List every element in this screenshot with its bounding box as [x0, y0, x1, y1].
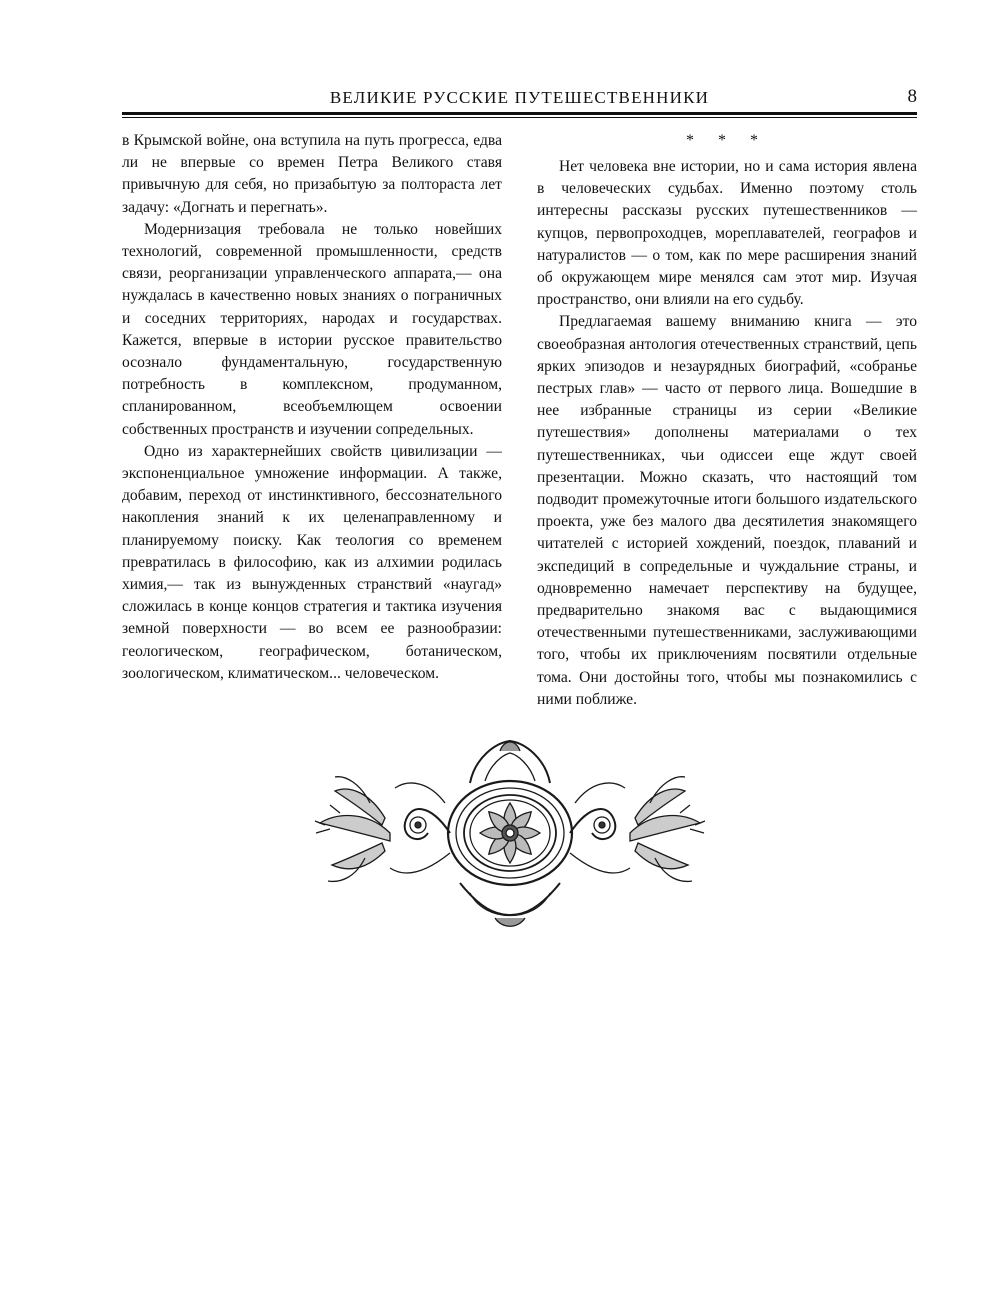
page-header [122, 84, 917, 114]
paragraph: Предлагаемая вашему вниманию книга — это своеобразная антология отечественных странствий, цепь ярких эпизодов и незаурядных биографий, «собранье пестрых глав» — часто от первого лица. Вошедшие в нее избранные страницы из серии «Великие путешествия» дополнены материалами о тех путешественниках, чьи одиссеи еще ждут своей презентации. Можно сказать, что настоящий том подводит промежуточные итоги большого издательского проекта, уже без малого два десятилетия знакомящего читателей с историей хождений, поездок, плаваний и экспедиций в сопредельные и чуждальние страны, и одновременно намечает перспективу на будущее, предварительно знакомя вас с выдающимися отечественными путешественниками, заслуживающими того, чтобы их приключениям посвятили отдельные тома. Они достойны того, чтобы мы познакомились с ними поближе. [537, 313, 917, 708]
paragraph: Нет человека вне истории, но и сама история явлена в человеческих судьбах. Именно поэтому столь интересны рассказы русских путешественников — купцов, первопроходцев, мореплавателей, географов и натуралистов — о том, как по мере расширения знаний об окружающем мире менялся сам этот мир. Изучая пространство, они влияли на его судьбу. [537, 158, 917, 309]
right-column [537, 130, 917, 711]
header-rule-thin [122, 117, 917, 118]
section-separator: * * * [686, 132, 768, 149]
rosette-acanthus-ornament-icon [310, 733, 710, 930]
paragraph: Модернизация требовала не только новейших технологий, современной промышленности, средств связи, реорганизации управленческого аппарата,— она нуждалась в качественно новых знаниях о пограничных и соседних территориях, народах и государствах. Кажется, впервые в истории русское правительство осознало фундаментальную, государственную потребность в комплексном, продуманном, спланированном, всеобъемлющем освоении собственных пространств и изучении сопредельных. [122, 220, 502, 438]
header-rule-thick [122, 112, 917, 115]
running-title: ВЕЛИКИЕ РУССКИЕ ПУТЕШЕСТВЕННИКИ [329, 88, 710, 107]
paragraph: Одно из характернейших свойств цивилизации — экспоненциальное умножение информации. А также, добавим, переход от инстинктивного, бессознательного накопления знаний к их целенаправленному и планируемому поиску. Как теология со временем превратилась в философию, как из алхимии родилась химия,— так из вынужденных странствий «наугад» сложилась в конце концов стратегия и тактика изучения земной поверхности — во всем ее разнообразии: геологическом, географическом, ботаническом, зоологическом, климатическом... человеческом. [122, 442, 502, 682]
paragraph: в Крымской войне, она вступила на путь прогресса, едва ли не впервые со времен Петра Великого ставя привычную для себя, но призабытую за полтораста лет задачу: «Догнать и перегнать». [122, 132, 502, 216]
page-number: 8 [907, 86, 917, 107]
left-column [122, 130, 502, 685]
